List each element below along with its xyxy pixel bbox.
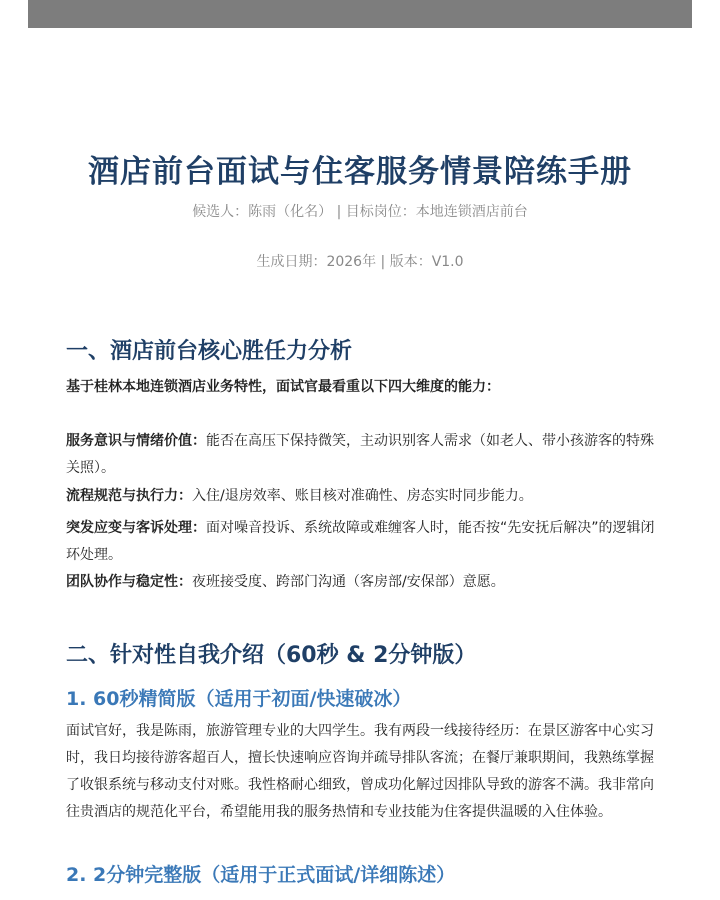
document-page xyxy=(0,28,720,900)
document-subtitle-date: 生成日期：2026年 | 版本：V1.0 xyxy=(256,254,464,270)
document-subtitle-candidate: 候选人：陈雨（化名） | 目标岗位：本地连锁酒店前台 xyxy=(192,204,528,220)
competency-label: 服务意识与情绪价值： xyxy=(66,433,206,449)
competency-label: 流程规范与执行力： xyxy=(66,488,192,504)
competency-text: 能否在高压下保持微笑，主动识别客人需求（如老人、带小孩游客的特殊关照）。 xyxy=(66,433,654,476)
section1-heading: 一、酒店前台核心胜任力分析 xyxy=(66,339,353,364)
section2-heading: 二、针对性自我介绍（60秒 & 2分钟版） xyxy=(66,643,477,668)
section2-sub1-paragraph: 面试官好，我是陈雨，旅游管理专业的大四学生。我有两段一线接待经历：在景区游客中心实习时，我日均接待游客超百人，擅长快速响应咨询并疏导排队客流；在餐厅兼职期间，我熟练掌握了收银系统与移动支付对账。我性格耐心细致，曾成功化解过因排队导致的游客不满。我非常向往贵酒店的规范化平台，希望能用我的服务热情和专业技能为住客提供温暖的入住体验。 xyxy=(66,723,654,820)
competency-label: 突发应变与客诉处理： xyxy=(66,520,206,536)
competency-text: 面对噪音投诉、系统故障或难缠客人时，能否按“先安抚后解决”的逻辑闭环处理。 xyxy=(66,520,655,563)
top-toolbar-bar xyxy=(28,0,692,28)
competency-item xyxy=(66,483,656,510)
document-title: 酒店前台面试与住客服务情景陪练手册 xyxy=(88,154,632,190)
competency-text: 入住/退房效率、账目核对准确性、房态实时同步能力。 xyxy=(192,488,533,504)
competency-label: 团队协作与稳定性： xyxy=(66,574,192,590)
section1-intro: 基于桂林本地连锁酒店业务特性，面试官最看重以下四大维度的能力： xyxy=(66,379,500,395)
section2-sub2-heading: 2. 2分钟完整版（适用于正式面试/详细陈述） xyxy=(66,864,456,886)
competency-text: 夜班接受度、跨部门沟通（客房部/安保部）意愿。 xyxy=(192,574,505,590)
competency-item xyxy=(66,428,656,482)
section2-sub1-heading: 1. 60秒精简版（适用于初面/快速破冰） xyxy=(66,688,412,710)
competency-item xyxy=(66,515,656,569)
competency-item xyxy=(66,569,656,596)
